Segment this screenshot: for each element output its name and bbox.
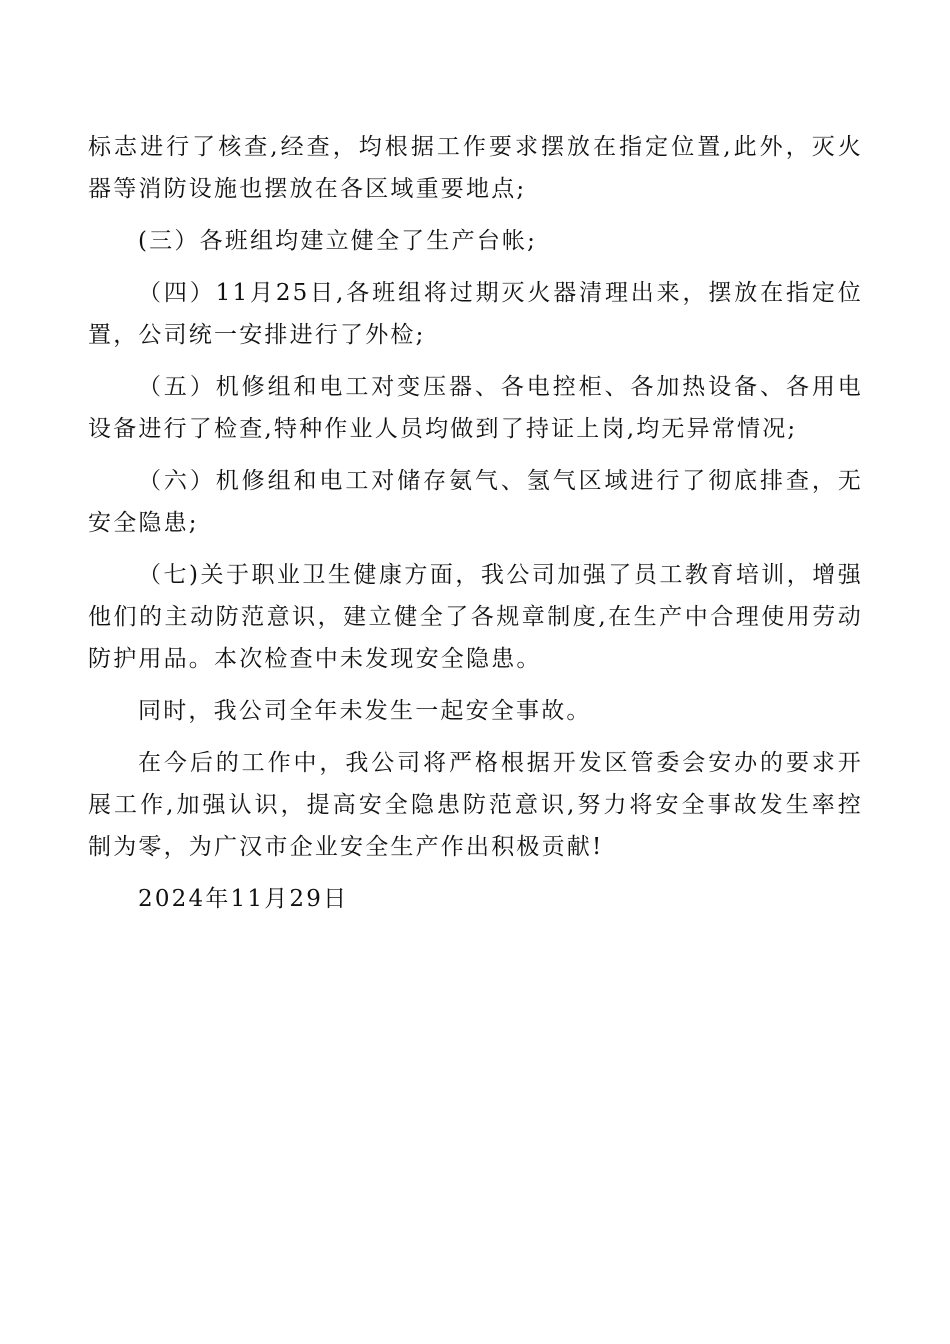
- paragraph-item-7: （七)关于职业卫生健康方面，我公司加强了员工教育培训，增强他们的主动防范意识，建立健全了各规章制度,在生产中合理使用劳动防护用品。本次检查中未发现安全隐患。: [88, 562, 863, 672]
- document-date: 2024年11月29日: [138, 886, 349, 912]
- paragraph-item-4: （四）11月25日,各班组将过期灭火器清理出来，摆放在指定位置，公司统一安排进行了外检;: [88, 280, 863, 348]
- paragraph-fire-equipment: 标志进行了核查,经查，均根据工作要求摆放在指定位置,此外，灭火器等消防设施也摆放在各区域重要地点;: [88, 134, 863, 202]
- paragraph-item-6: （六）机修组和电工对储存氨气、氢气区域进行了彻底排查，无安全隐患;: [88, 468, 863, 536]
- paragraph-future-work: 在今后的工作中，我公司将严格根据开发区管委会安办的要求开展工作,加强认识，提高安全隐患防范意识,努力将安全事故发生率控制为零，为广汉市企业安全生产作出积极贡献!: [88, 750, 863, 860]
- paragraph-item-5: （五）机修组和电工对变压器、各电控柜、各加热设备、各用电设备进行了检查,特种作业人员均做到了持证上岗,均无异常情况;: [88, 374, 863, 442]
- paragraph-no-accidents: 同时，我公司全年未发生一起安全事故。: [138, 698, 592, 724]
- document-body: [88, 126, 863, 920]
- paragraph-item-3: (三）各班组均建立健全了生产台帐;: [138, 228, 538, 254]
